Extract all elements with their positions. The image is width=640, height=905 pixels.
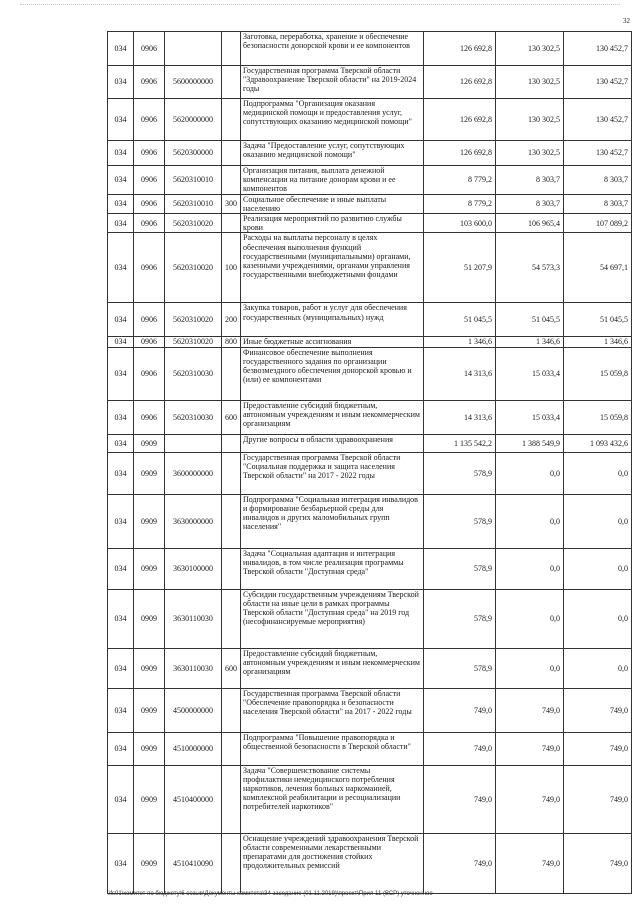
section-code-cell: 0909 <box>134 452 165 494</box>
section-code-cell: 0906 <box>134 32 165 66</box>
description-cell: Предоставление субсидий бюджетным, автономным учреждениям и иным некоммерческим организациям <box>241 648 424 688</box>
section-code-cell: 0909 <box>134 548 165 589</box>
description-cell: Предоставление субсидий бюджетным, автономным учреждениям и иным некоммерческим организациям <box>241 400 424 434</box>
amount-year3-cell: 749,0 <box>564 765 632 833</box>
admin-code-cell: 034 <box>108 589 134 648</box>
amount-year3-cell: 8 303,7 <box>564 194 632 213</box>
target-article-cell: 4510410090 <box>165 833 222 893</box>
expense-type-cell: 200 <box>222 303 241 337</box>
admin-code-cell: 034 <box>108 303 134 337</box>
expense-type-cell <box>222 347 241 400</box>
table-row <box>108 648 632 688</box>
admin-code-cell: 034 <box>108 233 134 303</box>
amount-year1-cell: 14 313,6 <box>424 400 496 434</box>
amount-year1-cell: 578,9 <box>424 648 496 688</box>
description-cell: Организация питания, выплата денежной компенсации на питание донорам крови и ее компонентов <box>241 166 424 195</box>
admin-code-cell: 034 <box>108 347 134 400</box>
target-article-cell: 5620310020 <box>165 233 222 303</box>
amount-year1-cell: 51 207,9 <box>424 233 496 303</box>
expense-type-cell <box>222 732 241 765</box>
section-code-cell: 0906 <box>134 194 165 213</box>
expense-type-cell: 100 <box>222 233 241 303</box>
table-row <box>108 214 632 233</box>
section-code-cell: 0909 <box>134 765 165 833</box>
description-cell: Реализация мероприятий по развитию службы крови <box>241 214 424 233</box>
amount-year2-cell: 749,0 <box>496 688 564 732</box>
admin-code-cell: 034 <box>108 194 134 213</box>
admin-code-cell: 034 <box>108 434 134 452</box>
table-row <box>108 434 632 452</box>
table-row <box>108 494 632 548</box>
section-code-cell: 0906 <box>134 141 165 166</box>
admin-code-cell: 034 <box>108 214 134 233</box>
target-article-cell: 5620310010 <box>165 166 222 195</box>
description-cell: Заготовка, переработка, хранение и обеспечение безопасности донорской крови и ее компонентов <box>241 32 424 66</box>
expense-type-cell: 600 <box>222 648 241 688</box>
target-article-cell: 3630110030 <box>165 589 222 648</box>
description-cell: Субсидии государственным учреждениям Тверской области на иные цели в рамках программы Тверской области "Доступная среда" на 2019 год (несофинансируемые мероприятия) <box>241 589 424 648</box>
description-cell: Государственная программа Тверской области "Социальная поддержка и защита населения Тверской области" на 2017 - 2022 годы <box>241 452 424 494</box>
amount-year3-cell: 8 303,7 <box>564 166 632 195</box>
table-row <box>108 765 632 833</box>
amount-year3-cell: 0,0 <box>564 452 632 494</box>
amount-year3-cell: 749,0 <box>564 688 632 732</box>
amount-year1-cell: 51 045,5 <box>424 303 496 337</box>
description-cell: Государственная программа Тверской области "Здравоохранение Тверской области" на 2019-2024 годы <box>241 66 424 99</box>
target-article-cell: 3600000000 <box>165 452 222 494</box>
table-row <box>108 141 632 166</box>
amount-year2-cell: 749,0 <box>496 833 564 893</box>
page-number: 32 <box>623 17 630 25</box>
section-code-cell: 0909 <box>134 732 165 765</box>
description-cell: Задача "Предоставление услуг, сопутствующих оказанию медицинской помощи" <box>241 141 424 166</box>
table-row <box>108 66 632 99</box>
target-article-cell: 5620310010 <box>165 194 222 213</box>
description-cell: Финансовое обеспечение выполнения государственного задания по организации безвозмездного обеспечения донорской кровью и (или) ее компонентами <box>241 347 424 400</box>
amount-year2-cell: 54 573,3 <box>496 233 564 303</box>
table-row <box>108 337 632 347</box>
expense-type-cell <box>222 66 241 99</box>
amount-year2-cell: 106 965,4 <box>496 214 564 233</box>
description-cell: Задача "Социальная адаптация и интеграция инвалидов, в том числе реализация программы Тверской области "Доступная среда" <box>241 548 424 589</box>
target-article-cell: 3630000000 <box>165 494 222 548</box>
amount-year1-cell: 578,9 <box>424 494 496 548</box>
amount-year1-cell: 1 135 542,2 <box>424 434 496 452</box>
amount-year2-cell: 51 045,5 <box>496 303 564 337</box>
amount-year1-cell: 749,0 <box>424 732 496 765</box>
expense-type-cell <box>222 548 241 589</box>
amount-year2-cell: 15 033,4 <box>496 400 564 434</box>
amount-year1-cell: 1 346,6 <box>424 337 496 347</box>
budget-table <box>107 31 632 894</box>
table-row <box>108 166 632 195</box>
amount-year3-cell: 1 093 432,6 <box>564 434 632 452</box>
admin-code-cell: 034 <box>108 765 134 833</box>
amount-year3-cell: 1 346,6 <box>564 337 632 347</box>
amount-year2-cell: 130 302,5 <box>496 141 564 166</box>
section-code-cell: 0906 <box>134 66 165 99</box>
target-article-cell: 3630110030 <box>165 648 222 688</box>
description-cell: Закупка товаров, работ и услуг для обеспечения государственных (муниципальных) нужд <box>241 303 424 337</box>
description-cell: Иные бюджетные ассигнования <box>241 337 424 347</box>
amount-year3-cell: 54 697,1 <box>564 233 632 303</box>
admin-code-cell: 034 <box>108 32 134 66</box>
amount-year2-cell: 0,0 <box>496 452 564 494</box>
amount-year2-cell: 8 303,7 <box>496 194 564 213</box>
expense-type-cell <box>222 214 241 233</box>
section-code-cell: 0906 <box>134 347 165 400</box>
amount-year3-cell: 0,0 <box>564 548 632 589</box>
admin-code-cell: 034 <box>108 452 134 494</box>
amount-year1-cell: 578,9 <box>424 589 496 648</box>
target-article-cell: 4500000000 <box>165 688 222 732</box>
section-code-cell: 0909 <box>134 833 165 893</box>
admin-code-cell: 034 <box>108 732 134 765</box>
expense-type-cell <box>222 833 241 893</box>
section-code-cell: 0906 <box>134 337 165 347</box>
target-article-cell: 5600000000 <box>165 66 222 99</box>
section-code-cell: 0906 <box>134 400 165 434</box>
target-article-cell: 3630100000 <box>165 548 222 589</box>
amount-year2-cell: 130 302,5 <box>496 99 564 141</box>
amount-year1-cell: 103 600,0 <box>424 214 496 233</box>
amount-year3-cell: 0,0 <box>564 494 632 548</box>
table-row <box>108 99 632 141</box>
amount-year2-cell: 0,0 <box>496 589 564 648</box>
scan-top-border <box>20 4 620 6</box>
target-article-cell: 4510000000 <box>165 732 222 765</box>
admin-code-cell: 034 <box>108 337 134 347</box>
description-cell: Подпрограмма "Организация оказания медицинской помощи и предоставления услуг, сопутствующих оказанию медицинской помощи" <box>241 99 424 141</box>
amount-year2-cell: 130 302,5 <box>496 32 564 66</box>
amount-year1-cell: 8 779,2 <box>424 166 496 195</box>
table-row <box>108 452 632 494</box>
description-cell: Другие вопросы в области здравоохранения <box>241 434 424 452</box>
amount-year1-cell: 126 692,8 <box>424 32 496 66</box>
description-cell: Задача "Совершенствование системы профилактики немедицинского потребления наркотиков, лечения больных наркоманией, комплексной реабилитации и ресоциализации потребителей наркотиков" <box>241 765 424 833</box>
target-article-cell <box>165 32 222 66</box>
amount-year1-cell: 126 692,8 <box>424 99 496 141</box>
admin-code-cell: 034 <box>108 400 134 434</box>
amount-year1-cell: 578,9 <box>424 452 496 494</box>
section-code-cell: 0906 <box>134 99 165 141</box>
target-article-cell: 5620310020 <box>165 303 222 337</box>
expense-type-cell <box>222 99 241 141</box>
amount-year3-cell: 15 059,8 <box>564 347 632 400</box>
table-row <box>108 833 632 893</box>
amount-year2-cell: 8 303,7 <box>496 166 564 195</box>
target-article-cell <box>165 434 222 452</box>
table-row <box>108 233 632 303</box>
amount-year2-cell: 130 302,5 <box>496 66 564 99</box>
amount-year3-cell: 15 059,8 <box>564 400 632 434</box>
amount-year1-cell: 578,9 <box>424 548 496 589</box>
amount-year2-cell: 15 033,4 <box>496 347 564 400</box>
admin-code-cell: 034 <box>108 66 134 99</box>
description-cell: Государственная программа Тверской области "Обеспечение правопорядка и безопасности населения Тверской области" на 2017 - 2022 годы <box>241 688 424 732</box>
admin-code-cell: 034 <box>108 648 134 688</box>
section-code-cell: 0909 <box>134 434 165 452</box>
admin-code-cell: 034 <box>108 548 134 589</box>
amount-year3-cell: 0,0 <box>564 648 632 688</box>
target-article-cell: 5620000000 <box>165 99 222 141</box>
section-code-cell: 0906 <box>134 166 165 195</box>
amount-year2-cell: 0,0 <box>496 648 564 688</box>
expense-type-cell <box>222 688 241 732</box>
amount-year2-cell: 0,0 <box>496 548 564 589</box>
amount-year1-cell: 749,0 <box>424 765 496 833</box>
amount-year2-cell: 0,0 <box>496 494 564 548</box>
table-row <box>108 400 632 434</box>
amount-year3-cell: 0,0 <box>564 589 632 648</box>
description-cell: Подпрограмма "Социальная интеграция инвалидов и формирование безбарьерной среды для инвалидов и других маломобильных групп населения" <box>241 494 424 548</box>
table-row <box>108 589 632 648</box>
target-article-cell: 4510400000 <box>165 765 222 833</box>
amount-year3-cell: 107 089,2 <box>564 214 632 233</box>
amount-year1-cell: 749,0 <box>424 833 496 893</box>
table-row <box>108 32 632 66</box>
section-code-cell: 0909 <box>134 494 165 548</box>
amount-year3-cell: 130 452,7 <box>564 66 632 99</box>
amount-year3-cell: 130 452,7 <box>564 99 632 141</box>
amount-year1-cell: 14 313,6 <box>424 347 496 400</box>
expense-type-cell: 600 <box>222 400 241 434</box>
description-cell: Социальное обеспечение и иные выплаты населению <box>241 194 424 213</box>
expense-type-cell <box>222 166 241 195</box>
admin-code-cell: 034 <box>108 494 134 548</box>
admin-code-cell: 034 <box>108 99 134 141</box>
amount-year1-cell: 749,0 <box>424 688 496 732</box>
file-path-footer: \\fs01\комитет по бюджету\6 созыв\Документы комитета\34 заседание (01.11.2019)\проект\Прил 11 (ВСР) уточненное <box>107 891 433 897</box>
table-body <box>108 32 632 894</box>
description-cell: Оснащение учреждений здравоохранения Тверской области современными лекарственными препаратами для достижения стойких продолжительных ремиссий <box>241 833 424 893</box>
admin-code-cell: 034 <box>108 141 134 166</box>
expense-type-cell <box>222 434 241 452</box>
description-cell: Расходы на выплаты персоналу в целях обеспечения выполнения функций государственными (муниципальными) органами, казенными учреждениями, органами управления государственными внебюджетными фондами <box>241 233 424 303</box>
target-article-cell: 5620300000 <box>165 141 222 166</box>
table-row <box>108 688 632 732</box>
amount-year3-cell: 130 452,7 <box>564 32 632 66</box>
expense-type-cell <box>222 589 241 648</box>
expense-type-cell: 300 <box>222 194 241 213</box>
amount-year3-cell: 130 452,7 <box>564 141 632 166</box>
expense-type-cell <box>222 494 241 548</box>
table-row <box>108 347 632 400</box>
amount-year2-cell: 1 388 549,9 <box>496 434 564 452</box>
admin-code-cell: 034 <box>108 833 134 893</box>
amount-year1-cell: 8 779,2 <box>424 194 496 213</box>
target-article-cell: 5620310020 <box>165 337 222 347</box>
amount-year1-cell: 126 692,8 <box>424 66 496 99</box>
table-row <box>108 194 632 213</box>
amount-year2-cell: 1 346,6 <box>496 337 564 347</box>
amount-year3-cell: 749,0 <box>564 833 632 893</box>
admin-code-cell: 034 <box>108 166 134 195</box>
admin-code-cell: 034 <box>108 688 134 732</box>
description-cell: Подпрограмма "Повышение правопорядка и общественной безопасности в Тверской области" <box>241 732 424 765</box>
amount-year2-cell: 749,0 <box>496 732 564 765</box>
target-article-cell: 5620310030 <box>165 400 222 434</box>
expense-type-cell <box>222 32 241 66</box>
amount-year3-cell: 51 045,5 <box>564 303 632 337</box>
table-row <box>108 303 632 337</box>
table-row <box>108 732 632 765</box>
section-code-cell: 0906 <box>134 233 165 303</box>
target-article-cell: 5620310020 <box>165 214 222 233</box>
expense-type-cell: 800 <box>222 337 241 347</box>
expense-type-cell <box>222 765 241 833</box>
table-row <box>108 548 632 589</box>
expense-type-cell <box>222 452 241 494</box>
expense-type-cell <box>222 141 241 166</box>
amount-year3-cell: 749,0 <box>564 732 632 765</box>
section-code-cell: 0909 <box>134 589 165 648</box>
section-code-cell: 0909 <box>134 648 165 688</box>
section-code-cell: 0906 <box>134 214 165 233</box>
amount-year2-cell: 749,0 <box>496 765 564 833</box>
section-code-cell: 0906 <box>134 303 165 337</box>
section-code-cell: 0909 <box>134 688 165 732</box>
target-article-cell: 5620310030 <box>165 347 222 400</box>
amount-year1-cell: 126 692,8 <box>424 141 496 166</box>
